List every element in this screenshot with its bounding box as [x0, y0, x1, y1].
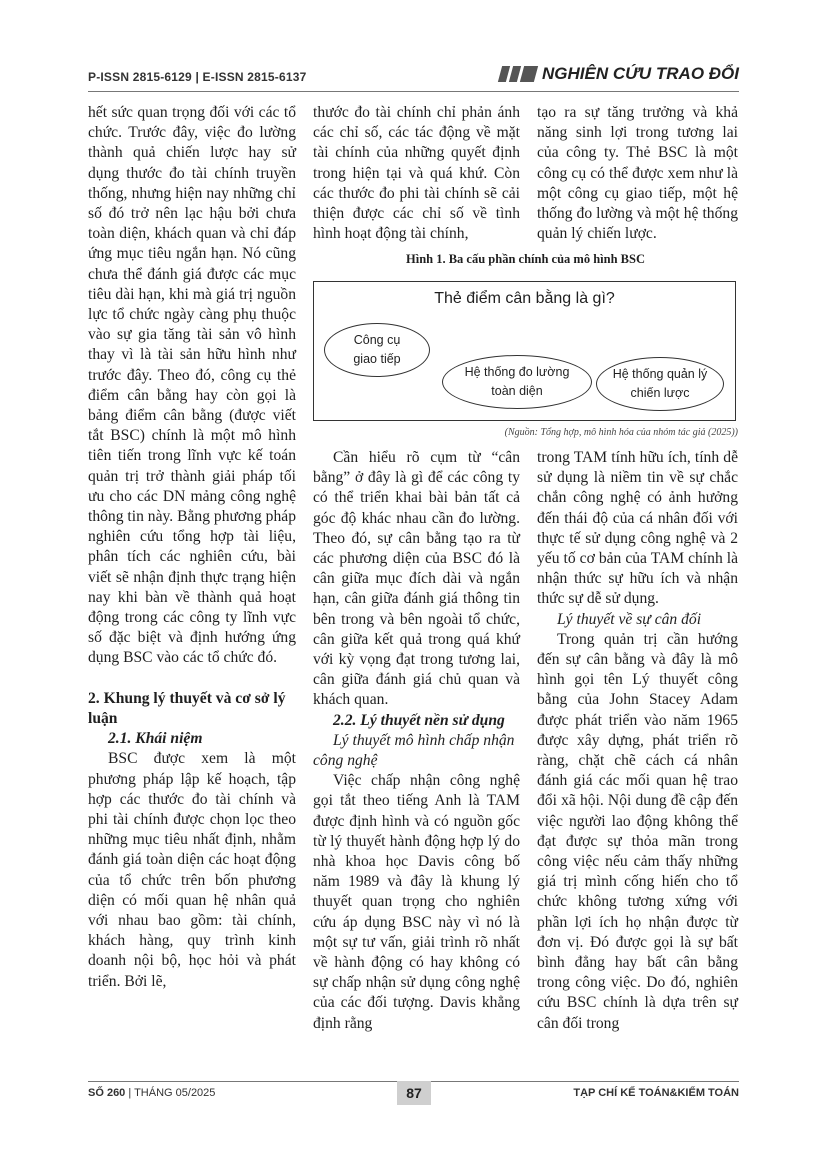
oval1-label: Công cụ giao tiếp	[353, 333, 401, 366]
issue-number: SỐ 260	[88, 1087, 126, 1099]
figure-source: (Nguồn: Tổng hợp, mô hình hóa của nhóm tác giả (2025))	[504, 427, 738, 438]
journal-name: TẠP CHÍ KẾ TOÁN&KIỂM TOÁN	[573, 1087, 739, 1099]
col2-paragraph-2: Việc chấp nhận công nghệ gọi tắt theo tiếng Anh là TAM được định hình và có nguồn gốc từ lý thuyết hành động hợp lý do nhà khoa học Davis công bố năm 1989 và đây là khung lý thuyết quan trọng cho nghiên cứu áp dụng BSC này vì nó là một sự tư vấn, giải trình rõ nhất về hành động có hay không có sự chấp nhận sử dụng công nghệ của các đối tượng. Davis khẳng định rằng	[313, 772, 520, 1032]
section-banner	[500, 64, 739, 84]
col2-top-paragraph: thước đo tài chính chỉ phản ánh các chỉ số, các tác động về mặt tài chính của những quyết định trong hiện tại và quá khứ. Còn các thước đo phi tài chính sẽ cải thiện được các chỉ số về tình hình hoạt động tài chính,	[313, 104, 520, 243]
figure-1-diagram	[313, 281, 736, 421]
oval3-label: Hệ thống quản lý chiến lược	[612, 367, 708, 400]
section-title: NGHIÊN CỨU TRAO ĐỔI	[542, 64, 739, 83]
col3-top-paragraph: tạo ra sự tăng trưởng và khả năng sinh lợi trong tương lai của công ty. Thẻ BSC là một công cụ có thể được xem như là một công cụ giao tiếp, một hệ thống đo lường và một hệ thống quản lý chiến lược.	[537, 104, 738, 243]
col1-paragraph-1: hết sức quan trọng đối với các tổ chức. Trước đây, việc đo lường thành quả chiến lược hay sử dụng thước đo tài chính truyền thống, nhưng hiện nay những chỉ số đó trở nên lạc hậu bởi chưa toàn diện, khách quan và chỉ đáp ứng mục tiêu ngắn hạn. Nó cũng chưa thể đánh giá được các mục tiêu dài hạn, khi mà giá trị nguồn lực tổ chức ngày càng phụ thuộc vào sự gia tăng tài sản vô hình thay vì là tài sản hữu hình như trước đây. Theo đó, công cụ thẻ điểm cân bằng hay còn gọi là bảng điểm cân bằng (được viết tắt BSC) chính là một mô hình tiên tiến trong lĩnh vực kế toán quản trị trở thành giải pháp tối ưu cho các DN mảng công nghệ thông tin này. Bằng phương pháp nghiên cứu tổng hợp tài liệu, phân tích các nghiên cứu, bài viết sẽ nhận định thực trạng hiện nay khi bàn về thành quả hoạt động trong các công ty lĩnh vực số đặc biệt và định hướng ứng dụng BSC vào các tổ chức đó.	[88, 104, 296, 667]
issue-info	[88, 1087, 215, 1099]
col3-paragraph-2: Trong quản trị cần hướng đến sự cân bằng và đây là mô hình gọi tên Lý thuyết công bằng của John Stacey Adam được phát triển vào năm 1965 được xây dựng, phát triển rõ ràng, chặt chẽ cách cá nhân đánh giá các mối quan hệ trao đổi xã hội. Nội dung đề cập đến việc người lao động không thể đạt được sự thỏa mãn trong công việc nếu cảm thấy những giá trị mình cống hiến cho tổ chức không tương xứng với phần lợi ích họ nhận được từ đơn vị. Đó được gọi là sự bất bình đẳng hay bất cân bằng trong công việc. Do đó, nghiên cứu BSC chính là dựa trên sự cân đối trong	[537, 630, 738, 1032]
figure-caption: Hình 1. Ba cấu phần chính của mô hình BSC	[406, 252, 645, 266]
column-3	[537, 448, 738, 1034]
header-rule	[88, 91, 739, 92]
figure-title: Thẻ điểm cân bằng là gì?	[434, 290, 615, 307]
page-number: 87	[397, 1081, 431, 1105]
issn-label: P-ISSN 2815-6129 | E-ISSN 2815-6137	[88, 70, 307, 84]
subheading-tam: Lý thuyết mô hình chấp nhận công nghệ	[313, 731, 515, 770]
heading-2-2: 2.2. Lý thuyết nền sử dụng	[333, 711, 505, 729]
col2-paragraph-1: Cần hiểu rõ cụm từ “cân bằng” ở đây là gì để các công ty có thể triển khai bài bản tất cả góc độ khác nhau cần đo lường. Theo đó, sự cân bằng tạo ra từ các phương diện của BSC đó là cân giữa mục đích dài và ngắn hạn, cân giữa đánh giá thông tin bên trong và bên ngoài tổ chức, cân giữa kết quả trong quá khứ với kỳ vọng đạt trong tương lai, cân giữa đánh giá chủ quan và khách quan.	[313, 449, 520, 709]
issue-month: | THÁNG 05/2025	[128, 1087, 216, 1099]
column-3-top	[537, 103, 738, 244]
col3-paragraph-1: trong TAM tính hữu ích, tính dễ sử dụng là niềm tin về sự chắc chắn công nghệ có ảnh hưởng đến thái độ của cá nhân đối với thực tế sử dụng công nghệ và 2 yếu tố cơ bản của TAM chính là nhận thức sự hữu ích và nhận thức sự dễ sử dụng.	[537, 449, 738, 608]
oval2-label: Hệ thống đo lường toàn diện	[464, 365, 570, 398]
heading-section-2: 2. Khung lý thuyết và cơ sở lý luận	[88, 689, 286, 727]
column-1	[88, 103, 296, 992]
heading-2-1: 2.1. Khái niệm	[108, 730, 203, 748]
col1-paragraph-2: BSC được xem là một phương pháp lập kế hoạch, tập hợp các thước đo tài chính và phi tài chính được chọn lọc theo những mục tiêu nhất định, nhằm đánh giá toàn diện các hoạt động của tổ chức trên bốn phương diện có mối quan hệ nhân quả với nhau bao gồm: tài chính, khách hàng, quy trình kinh doanh nội bộ, học hỏi và phát triển. Bởi lẽ,	[88, 750, 296, 990]
oval-communication-tool	[324, 323, 430, 377]
column-2	[313, 448, 520, 1034]
column-2-top	[313, 103, 520, 244]
oval-strategy-system	[596, 357, 724, 411]
subheading-equity: Lý thuyết về sự cân đối	[557, 610, 702, 628]
oval-measurement-system	[442, 355, 592, 409]
header-bars-icon	[500, 66, 536, 82]
